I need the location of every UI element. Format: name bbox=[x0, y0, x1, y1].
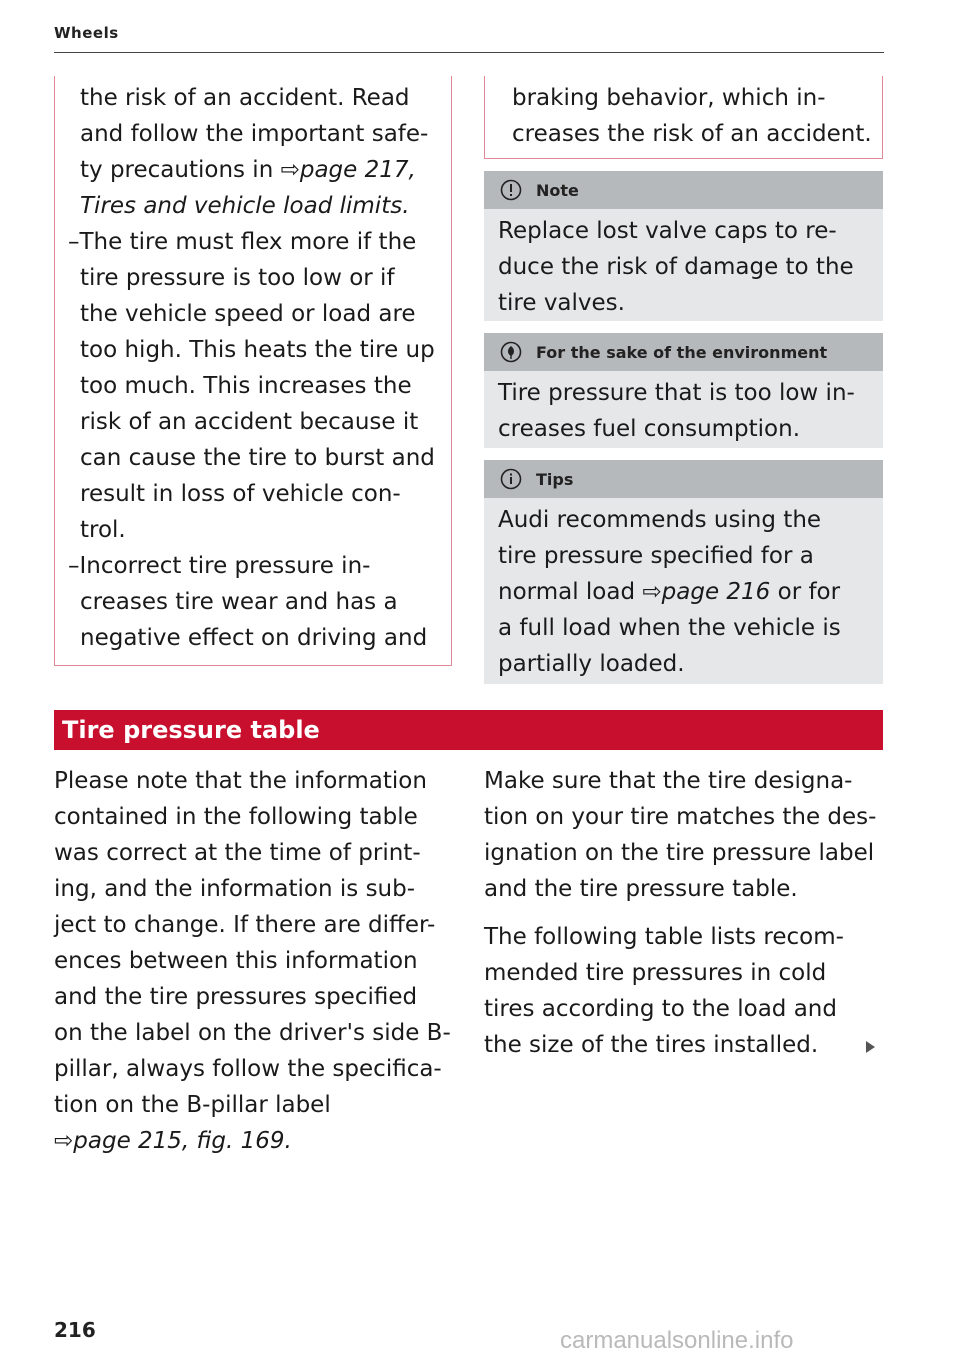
warning-item-2 bbox=[68, 548, 445, 656]
tips-line: Audi recommends using the bbox=[498, 507, 822, 533]
body-line: ject to change. If there are differ- bbox=[54, 912, 436, 938]
page-link-215-fig-169[interactable]: ⇨page 215, fig. 169. bbox=[54, 1128, 292, 1154]
note-body bbox=[484, 209, 883, 323]
watermark: carmanualsonline.info bbox=[560, 1327, 794, 1354]
warning-line: negative effect on driving and bbox=[80, 625, 428, 651]
note-box-header bbox=[484, 171, 883, 209]
body-line: and the tire pressures specified bbox=[54, 984, 418, 1010]
body-line: Please note that the information bbox=[54, 768, 427, 794]
tips-line: partially loaded. bbox=[498, 651, 685, 677]
body-line: was correct at the time of print- bbox=[54, 840, 421, 866]
body-line: tion on your tire matches the des- bbox=[484, 804, 877, 830]
body-line: on the label on the driver's side B- bbox=[54, 1020, 451, 1046]
tips-body bbox=[484, 498, 883, 684]
environment-title: For the sake of the environment bbox=[536, 342, 828, 362]
body-line: tion on the B-pillar label bbox=[54, 1092, 331, 1118]
section-heading-bar bbox=[54, 710, 883, 750]
warning-line: and follow the important safe- bbox=[80, 121, 429, 147]
header-rule bbox=[54, 52, 884, 53]
warning-line: risk of an accident because it bbox=[80, 409, 419, 435]
warning-line: too high. This heats the tire up bbox=[80, 337, 435, 363]
page-link-tires-load-limits[interactable]: Tires and vehicle load limits. bbox=[80, 193, 410, 219]
warning-text-right bbox=[512, 80, 877, 152]
tips-title: Tips bbox=[536, 469, 574, 489]
warning-line bbox=[80, 152, 445, 188]
tips-line bbox=[498, 574, 869, 610]
warning-line: –The tire must flex more if the bbox=[68, 229, 417, 255]
tips-box-header bbox=[484, 460, 883, 498]
body-line: Make sure that the tire designa- bbox=[484, 768, 853, 794]
warning-line: the vehicle speed or load are bbox=[80, 301, 416, 327]
note-title: Note bbox=[536, 180, 579, 200]
environment-box bbox=[484, 333, 883, 448]
warning-item-1 bbox=[68, 224, 445, 548]
body-line: ences between this information bbox=[54, 948, 418, 974]
info-circle-icon bbox=[500, 468, 522, 490]
tips-line: a full load when the vehicle is bbox=[498, 615, 841, 641]
leaf-circle-icon bbox=[500, 341, 522, 363]
right-column-text bbox=[484, 763, 884, 1063]
body-line: contained in the following table bbox=[54, 804, 418, 830]
warning-line: –Incorrect tire pressure in- bbox=[68, 553, 371, 579]
environment-line: Tire pressure that is too low in- bbox=[498, 380, 855, 406]
paragraph-gap bbox=[484, 907, 884, 919]
page-link-216[interactable]: ⇨page 216 bbox=[642, 579, 771, 605]
body-line: ing, and the information is sub- bbox=[54, 876, 416, 902]
tips-text-run: or for bbox=[770, 579, 841, 605]
section-title: Tire pressure table bbox=[62, 716, 320, 744]
environment-body bbox=[484, 371, 883, 449]
warning-text-run: ty precautions in bbox=[80, 157, 281, 183]
tips-text-run: normal load bbox=[498, 579, 643, 605]
warning-line: creases tire wear and has a bbox=[80, 589, 398, 615]
environment-box-header bbox=[484, 333, 883, 371]
warning-line: tire pressure is too low or if bbox=[80, 265, 395, 291]
body-line: pillar, always follow the specifica- bbox=[54, 1056, 442, 1082]
left-column-text bbox=[54, 763, 454, 1159]
warning-text-left bbox=[68, 80, 445, 656]
tips-line: tire pressure specified for a bbox=[498, 543, 814, 569]
warning-line: can cause the tire to burst and bbox=[80, 445, 435, 471]
warning-line: trol. bbox=[80, 517, 126, 543]
warning-line: too much. This increases the bbox=[80, 373, 412, 399]
body-line: the size of the tires installed. bbox=[484, 1032, 819, 1058]
body-line: and the tire pressure table. bbox=[484, 876, 798, 902]
note-line: tire valves. bbox=[498, 290, 625, 316]
body-line: The following table lists recom- bbox=[484, 924, 844, 950]
body-line: tires according to the load and bbox=[484, 996, 837, 1022]
environment-line: creases fuel consumption. bbox=[498, 416, 801, 442]
warning-line: creases the risk of an accident. bbox=[512, 121, 872, 147]
note-line: duce the risk of damage to the bbox=[498, 254, 854, 280]
body-line: ignation on the tire pressure label bbox=[484, 840, 875, 866]
exclamation-circle-icon bbox=[500, 179, 522, 201]
warning-line: braking behavior, which in- bbox=[512, 85, 826, 111]
warning-line: the risk of an accident. Read bbox=[80, 85, 410, 111]
body-line: mended tire pressures in cold bbox=[484, 960, 827, 986]
note-line: Replace lost valve caps to re- bbox=[498, 218, 837, 244]
note-box bbox=[484, 171, 883, 321]
tips-box bbox=[484, 460, 883, 684]
running-header: Wheels bbox=[54, 24, 119, 42]
warning-line: result in loss of vehicle con- bbox=[80, 481, 401, 507]
continued-arrow-icon bbox=[866, 1041, 875, 1053]
page-number: 216 bbox=[54, 1318, 96, 1342]
page-link-217[interactable]: ⇨page 217, bbox=[280, 157, 416, 183]
